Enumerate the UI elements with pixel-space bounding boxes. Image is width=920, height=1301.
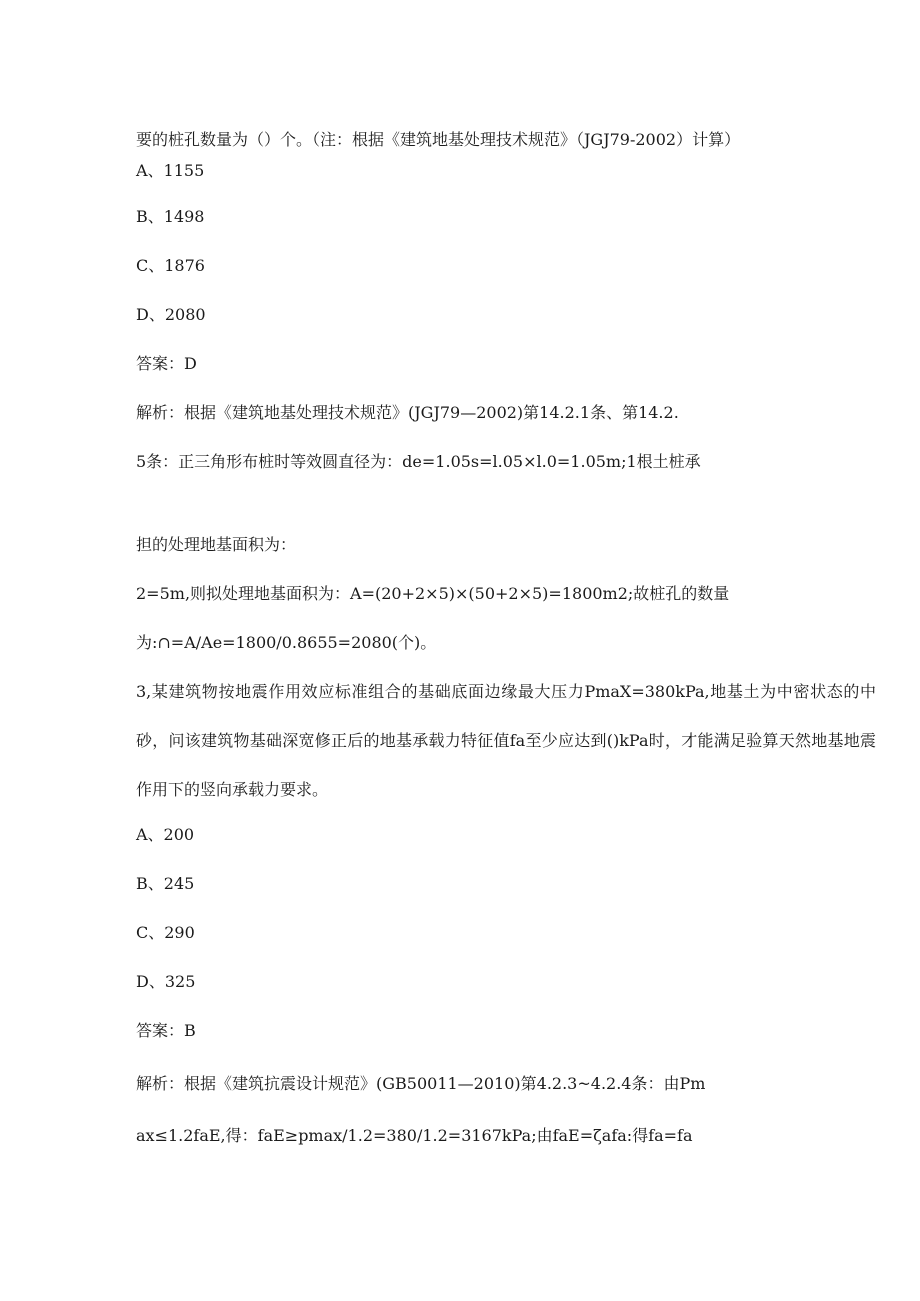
analysis-line: 担的处理地基面积为： bbox=[136, 535, 297, 554]
option-b: B、1498 bbox=[136, 207, 205, 226]
answer: 答案：D bbox=[136, 354, 197, 373]
answer: 答案：B bbox=[136, 1021, 196, 1040]
option-c: C、290 bbox=[136, 923, 195, 942]
option-a: A、1155 bbox=[136, 161, 205, 180]
analysis-line: 2=5m,则拟处理地基面积为：A=(20+2×5)×(50+2×5)=1800m2;故桩孔的数量 bbox=[136, 584, 730, 603]
analysis-line: 解析：根据《建筑地基处理技术规范》(JGJ79—2002)第14.2.1条、第14.2. bbox=[136, 403, 679, 422]
analysis-line: 解析：根据《建筑抗震设计规范》(GB50011—2010)第4.2.3~4.2.4条：由Pm bbox=[136, 1074, 706, 1093]
analysis-line: 为:∩=A/Ae=1800/0.8655=2080(个)。 bbox=[136, 633, 437, 652]
option-b: B、245 bbox=[136, 874, 195, 893]
analysis-line: 5条：正三角形布桩时等效圆直径为：de=1.05s=l.05×l.0=1.05m;1根土桩承 bbox=[136, 452, 701, 471]
question-stem-tail: 要的桩孔数量为（）个。（注：根据《建筑地基处理技术规范》（JGJ79-2002）计算） bbox=[136, 130, 741, 149]
option-d: D、325 bbox=[136, 972, 196, 991]
question-stem: 3,某建筑物按地震作用效应标准组合的基础底面边缘最大压力PmaX=380kPa,地基土为中密状态的中砂，问该建筑物基础深宽修正后的地基承载力特征值fa至少应达到()kPa时，才能满足验算天然地基地震作用下的竖向承载力要求。 bbox=[136, 682, 876, 799]
analysis-line: ax≤1.2faE,得：faE≥pmax/1.2=380/1.2=3167kPa;由faE=ζafa:得fa=fa bbox=[136, 1126, 693, 1145]
option-c: C、1876 bbox=[136, 256, 205, 275]
option-d: D、2080 bbox=[136, 305, 206, 324]
option-a: A、200 bbox=[136, 825, 195, 844]
